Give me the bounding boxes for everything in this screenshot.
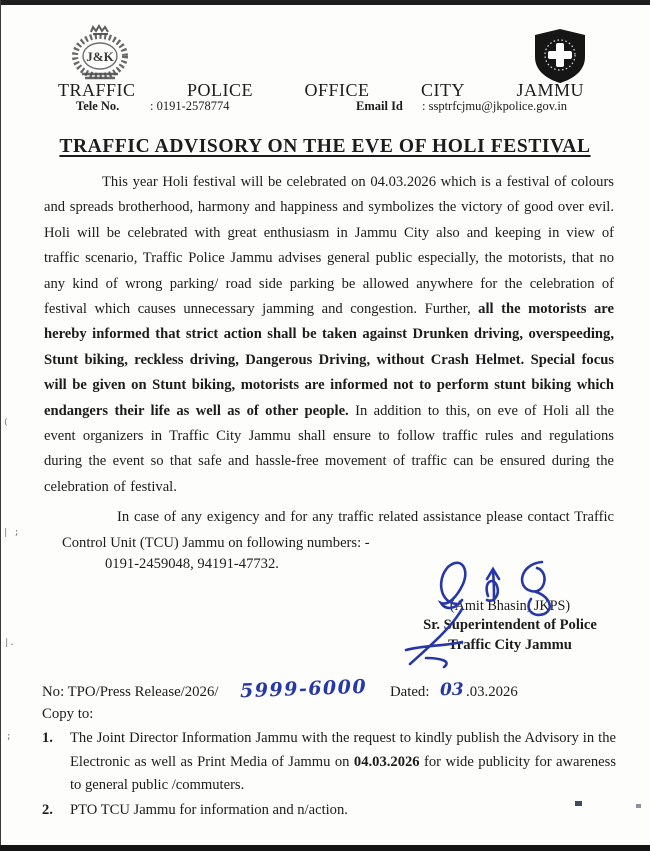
tcu-phone-numbers: 0191-2459048, 94191-47732. bbox=[105, 556, 279, 572]
scan-artifact: |. bbox=[4, 638, 15, 648]
list-item-bold-date: 04.03.2026 bbox=[353, 753, 420, 770]
scan-edge-bottom bbox=[0, 845, 650, 851]
org-word: OFFICE bbox=[304, 80, 370, 100]
copy-to-list bbox=[42, 727, 616, 822]
reference-number-handwritten: 5999-6000 bbox=[239, 675, 368, 703]
list-item-number: 1. bbox=[42, 730, 53, 746]
email-value: : ssptrfcjmu@jkpolice.gov.in bbox=[422, 99, 568, 113]
traffic-police-shield-icon bbox=[532, 28, 588, 84]
signatory-designation: Sr. Superintendent of Police bbox=[423, 617, 597, 633]
dated-value: .03.2026 bbox=[466, 684, 518, 700]
list-item-text bbox=[70, 727, 616, 798]
scan-artifact: ; bbox=[6, 732, 12, 742]
svg-text:J&K: J&K bbox=[86, 49, 114, 64]
org-word: JAMMU bbox=[516, 80, 584, 100]
list-item-text-part: PTO TCU Jammu for information and n/action. bbox=[70, 801, 348, 818]
signatory-office: Traffic City Jammu bbox=[448, 637, 572, 653]
scan-artifact: | ; bbox=[3, 528, 20, 538]
scan-edge-top bbox=[0, 0, 650, 5]
list-item bbox=[42, 799, 616, 823]
list-item-text-part: The Joint Director Information Jammu with the request to kindly publish the Advisory in the Electronic as well as Print Media of Jammu on bbox=[70, 730, 616, 770]
scan-edge-left bbox=[0, 0, 1, 851]
signature-block bbox=[402, 556, 618, 654]
dated-label: Dated: bbox=[390, 684, 430, 700]
contact-line bbox=[0, 99, 650, 117]
exigency-paragraph: In case of any exigency and for any traffic related assistance please contact Traffic Control Unit (TCU) Jammu on following numbers: - bbox=[62, 509, 614, 551]
scan-artifact bbox=[636, 804, 641, 808]
org-word: TRAFFIC bbox=[58, 80, 136, 100]
signatory-name: (Amit Bhasin, JKPS) bbox=[449, 598, 571, 614]
org-word: POLICE bbox=[187, 80, 254, 100]
tele-value: : 0191-2578774 bbox=[150, 99, 230, 113]
scan-artifact: ( bbox=[3, 418, 9, 428]
paragraph-text: In addition to this, on eve of Holi all the event organizers in Traffic City Jammu shall ensure to follow traffic rules and regulations during the event so that safe and hassle-free movement of traffic can be ensured during the celebration of festival. bbox=[44, 402, 614, 495]
tele-label: Tele No. bbox=[76, 99, 120, 113]
advisory-paragraph bbox=[44, 170, 614, 500]
org-name-line bbox=[58, 80, 584, 101]
reference-line bbox=[42, 675, 612, 706]
email-label: Email Id bbox=[356, 99, 403, 113]
list-item-number: 2. bbox=[42, 801, 53, 818]
list-item-text bbox=[70, 799, 616, 823]
paragraph-text: This year Holi festival will be celebrated on 04.03.2026 which is a festival of colours and spreads brotherhood, harmony and happiness and symbolizes the victory of good over evil. Holi will be celebrated with great enthusiasm in Jammu City also and keeping in view of traffic scenario, Traffic Police Jammu advises general public especially, the motorists, that no any kind of wrong parking/ road side parking be allowed anywhere for the celebration of festival which causes unnecessary jamming and congestion. Further, bbox=[44, 174, 614, 318]
dated-day-handwritten: 03 bbox=[439, 679, 464, 701]
org-word: CITY bbox=[421, 80, 465, 100]
paragraph-bold-text: all the motorists are hereby informed that strict action shall be taken against Drunken driving, overspeeding, Stunt biking, reckless driving, Dangerous Driving, without Crash Helmet. Special focus will be given on Stunt biking, motorists are informed not to perform stunt biking which endangers their life as well as of other people. bbox=[44, 301, 614, 419]
list-item bbox=[42, 727, 616, 798]
scan-artifact bbox=[575, 801, 582, 806]
document-title: TRAFFIC ADVISORY ON THE EVE OF HOLI FESTIVAL bbox=[59, 136, 591, 157]
reference-label: No: TPO/Press Release/2026/ bbox=[42, 684, 219, 700]
copy-to-heading: Copy to: bbox=[42, 706, 94, 722]
list-item-text-part: for wide publicity for awareness to general public /commuters. bbox=[70, 753, 617, 793]
jk-police-emblem-icon bbox=[60, 24, 140, 82]
